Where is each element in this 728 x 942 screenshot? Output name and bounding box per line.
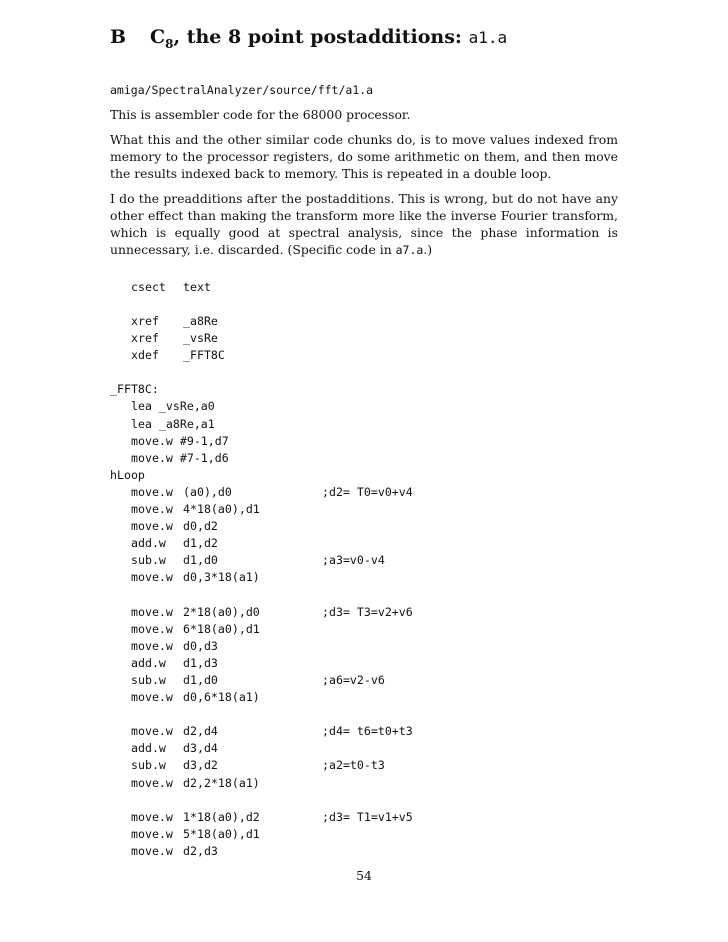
code-line [110, 330, 618, 347]
title-filename: a1.a [468, 28, 508, 47]
code-line [110, 501, 618, 518]
code-line [110, 672, 618, 689]
code-line [110, 809, 618, 826]
section-heading [110, 20, 618, 61]
code-opcode: move.w [131, 638, 173, 653]
note-text-end: .) [423, 241, 433, 257]
code-label [110, 381, 618, 398]
code-operand: _a8Re [183, 313, 218, 328]
code-operand: 4*18(a0),d1 [183, 502, 260, 517]
code-line [110, 433, 618, 450]
code-opcode: csect [131, 279, 166, 294]
code-operand: d0,3*18(a1) [183, 570, 260, 585]
title-rest: , the 8 point postadditions: [173, 26, 462, 48]
code-opcode: xdef [131, 348, 159, 363]
code-operand: d1,d0 [183, 553, 218, 568]
code-line [110, 604, 618, 621]
code-operand: 6*18(a0),d1 [183, 621, 260, 636]
code-operand: d2,d4 [183, 724, 218, 739]
code-line [110, 484, 618, 501]
code-comment: ;a6=v2-v6 [322, 672, 385, 687]
code-opcode: move.w [131, 621, 173, 636]
code-line [110, 586, 618, 603]
note-code: a7.a [395, 242, 424, 257]
page-content [110, 14, 618, 860]
code-line [110, 398, 618, 415]
paragraph-intro: This is assembler code for the 68000 processor. [110, 106, 411, 122]
code-operand: 1*18(a0),d2 [183, 809, 260, 824]
code-operand: d0,d2 [183, 519, 218, 534]
note-text: I do the preadditions after the postadditions. This is wrong, but do not have any other effect than making the transform more like the inverse Fourier transform, which is equally good at spectral analysis, since the phase information is unnecessary, i.e. discarded. (Specific code in [110, 190, 618, 257]
code-line [110, 621, 618, 638]
title-prefix: C [150, 26, 166, 48]
code-operand: _vsRe [183, 331, 218, 346]
code-instruction: move.w #9-1,d7 [131, 433, 229, 448]
code-comment: ;d3= T1=v1+v5 [322, 809, 413, 824]
code-operand: (a0),d0 [183, 484, 232, 499]
code-line [110, 723, 618, 740]
code-line [110, 655, 618, 672]
code-opcode: move.w [131, 519, 173, 534]
code-line [110, 792, 618, 809]
paragraph-note [110, 190, 618, 259]
code-opcode: xref [131, 313, 159, 328]
code-line [110, 535, 618, 552]
code-line [110, 689, 618, 706]
code-opcode: add.w [131, 741, 166, 756]
code-line [110, 279, 618, 296]
code-line [110, 518, 618, 535]
code-opcode: sub.w [131, 672, 166, 687]
code-instruction: move.w #7-1,d6 [131, 450, 229, 465]
code-line [110, 826, 618, 843]
code-instruction: lea _vsRe,a0 [131, 399, 215, 414]
code-line [110, 569, 618, 586]
code-comment: ;a3=v0-v4 [322, 553, 385, 568]
code-line [110, 313, 618, 330]
code-line [110, 450, 618, 467]
code-operand: d1,d0 [183, 672, 218, 687]
code-line [110, 638, 618, 655]
code-opcode: move.w [131, 775, 173, 790]
title-subscript: 8 [165, 36, 174, 51]
code-opcode: sub.w [131, 758, 166, 773]
code-opcode: sub.w [131, 553, 166, 568]
file-path: amiga/SpectralAnalyzer/source/fft/a1.a [110, 82, 374, 97]
code-opcode: move.w [131, 724, 173, 739]
code-comment: ;d4= t6=t0+t3 [322, 724, 413, 739]
code-operand: 2*18(a0),d0 [183, 604, 260, 619]
paragraph-description: What this and the other similar code chunks do, is to move values indexed from memory to the processor registers, do some arithmetic on them, and then move the results indexed back to memory. This is repeated in a double loop. [110, 131, 618, 181]
code-operand: text [183, 279, 211, 294]
code-opcode: move.w [131, 809, 173, 824]
code-operand: d3,d4 [183, 741, 218, 756]
code-line [110, 296, 618, 313]
code-operand: d3,d2 [183, 758, 218, 773]
code-opcode: move.w [131, 502, 173, 517]
code-line [110, 757, 618, 774]
code-line [110, 347, 618, 364]
code-label-text: hLoop [110, 467, 145, 482]
code-operand: d1,d2 [183, 536, 218, 551]
code-listing [110, 279, 618, 860]
code-operand: d2,2*18(a1) [183, 775, 260, 790]
code-opcode: move.w [131, 690, 173, 705]
code-opcode: move.w [131, 484, 173, 499]
code-opcode: add.w [131, 536, 166, 551]
code-comment: ;d3= T3=v2+v6 [322, 604, 413, 619]
code-operand: d0,d3 [183, 638, 218, 653]
code-operand: d0,6*18(a1) [183, 690, 260, 705]
code-line [110, 416, 618, 433]
code-operand: d2,d3 [183, 843, 218, 858]
code-opcode: move.w [131, 826, 173, 841]
code-opcode: move.w [131, 843, 173, 858]
code-label [110, 467, 618, 484]
code-line [110, 552, 618, 569]
code-line [110, 843, 618, 860]
code-operand: 5*18(a0),d1 [183, 826, 260, 841]
code-instruction: lea _a8Re,a1 [131, 416, 215, 431]
code-line [110, 775, 618, 792]
code-operand: d1,d3 [183, 655, 218, 670]
code-line [110, 706, 618, 723]
code-line [110, 364, 618, 381]
section-number: B [110, 26, 127, 48]
code-opcode: add.w [131, 655, 166, 670]
code-line [110, 740, 618, 757]
code-operand: _FFT8C [183, 348, 225, 363]
code-comment: ;d2= T0=v0+v4 [322, 484, 413, 499]
code-opcode: move.w [131, 570, 173, 585]
code-label-text: _FFT8C: [110, 382, 159, 397]
code-opcode: xref [131, 331, 159, 346]
page-number: 54 [356, 868, 372, 883]
code-opcode: move.w [131, 604, 173, 619]
code-comment: ;a2=t0-t3 [322, 758, 385, 773]
